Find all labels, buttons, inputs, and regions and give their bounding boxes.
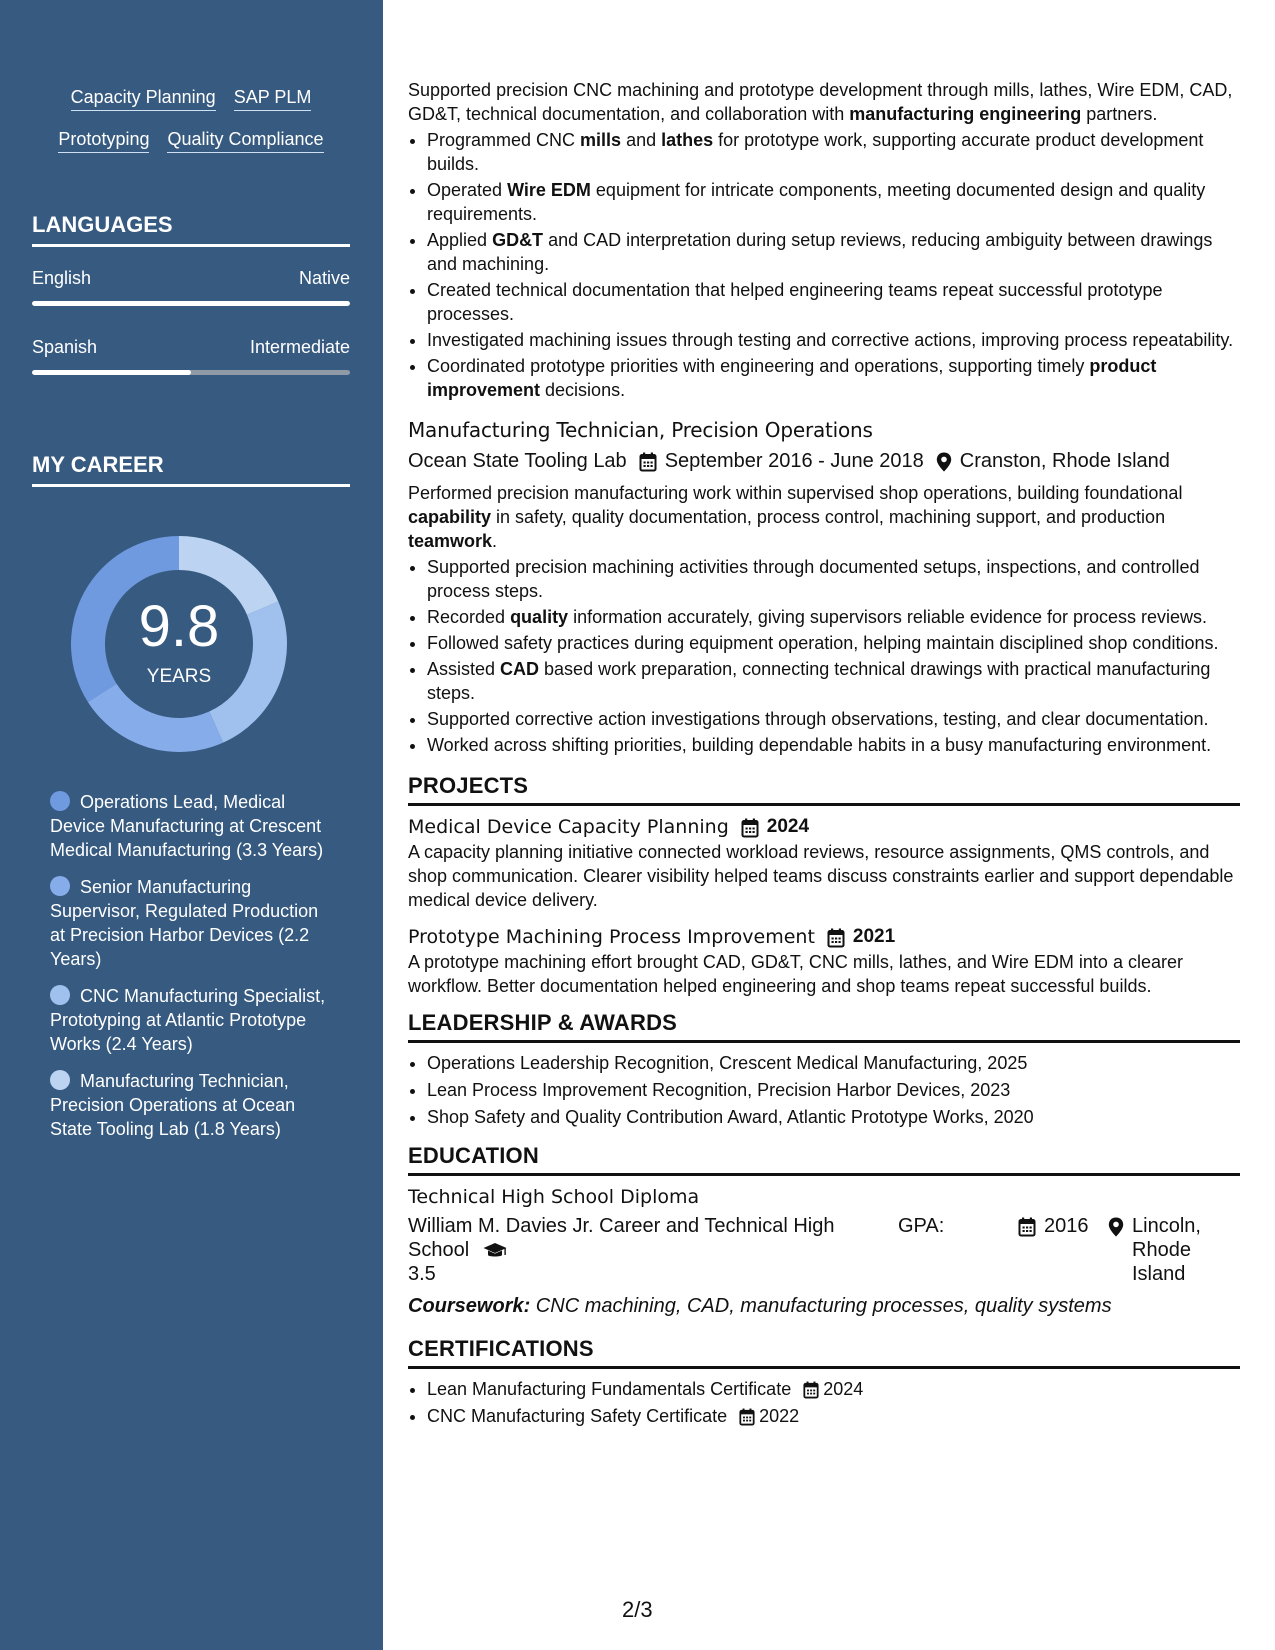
bullet-item: • Operated Wire EDM equipment for intricate components, meeting documented design and quality requirements. [427,178,1240,226]
certification-item [427,1404,1240,1428]
coursework [408,1292,1240,1320]
degree-title: Technical High School Diploma [408,1186,700,1208]
graduation-year-cell [1018,1214,1108,1286]
certification-name: • CNC Manufacturing Safety Certificate [427,1406,728,1426]
main-content [408,78,1240,1431]
coursework-text: CNC machining, CAD, manufacturing processes, quality systems [530,1295,1112,1317]
legend-dot-icon [50,876,70,896]
leadership-list [408,1051,1240,1129]
project-item [408,814,1240,912]
leadership-heading: LEADERSHIP & AWARDS [408,1010,1240,1043]
calendar-icon [739,1404,755,1428]
language-proficiency-fill [32,370,191,375]
job-dates: September 2016 - June 2018 [664,450,924,472]
job-meta [408,447,1240,475]
skills-tags [32,86,350,170]
bullet-item: • Created technical documentation that helped engineering teams repeat successful prototype processes. [427,278,1240,326]
career-entry: Operations Lead, Medical Device Manufacturing at Crescent Medical Manufacturing (3.3 Years) [50,792,324,860]
bullet-item: • Programmed CNC mills and lathes for prototype work, supporting accurate product development builds. [427,128,1240,176]
calendar-icon [639,447,657,475]
career-total-years: 9.8 [138,594,220,659]
calendar-icon [803,1377,819,1401]
project-description: A capacity planning initiative connected workload reviews, resource assignments, QMS controls, and shop communication. Clearer visibility helped teams discuss constraints earlier and support dependable medical device delivery. [408,842,1234,910]
skill-tag: Quality Compliance [167,128,323,153]
bullet-item: • Supported corrective action investigations through observations, testing, and clear documentation. [427,707,1240,731]
legend-dot-icon [50,1070,70,1090]
bullet-item: • Coordinated prototype priorities with engineering and operations, supporting timely product improvement decisions. [427,354,1240,402]
page-number: 2/3 [622,1597,653,1622]
gpa-value: 3.5 [408,1263,436,1285]
sidebar [0,0,383,1650]
bullet-item: • Applied GD&T and CAD interpretation during setup reviews, reducing ambiguity between drawings and machining. [427,228,1240,276]
language-english [32,268,350,306]
language-spanish [32,337,350,375]
coursework-label: Coursework: [408,1295,531,1317]
certification-year: 2024 [823,1379,864,1399]
skill-tag: SAP PLM [234,86,312,111]
legend-dot-icon [50,791,70,811]
job-location: Cranston, Rhode Island [959,450,1170,472]
career-entry: CNC Manufacturing Specialist, Prototyping at Atlantic Prototype Works (2.4 Years) [50,986,326,1054]
language-proficiency-fill [32,301,350,306]
language-name: English [32,268,92,288]
projects-heading: PROJECTS [408,773,1240,806]
calendar-icon [827,924,845,950]
project-title: Medical Device Capacity Planning [408,816,729,838]
language-level: Intermediate [249,337,350,357]
graduation-cap-icon [483,1239,507,1261]
career-list [50,790,330,1154]
skills-row [32,86,350,111]
certifications-heading: CERTIFICATIONS [408,1336,1240,1369]
project-year: 2024 [766,816,810,837]
certification-item [427,1377,1240,1401]
certifications-list [408,1377,1240,1428]
project-item [408,924,1240,998]
donut-segment [88,684,223,752]
job-summary: Supported precision CNC machining and prototype development through mills, lathes, Wire EDM, CAD, GD&T, technical documentation, and collaboration with manufacturing engineering partners. [408,80,1233,124]
company-name: Ocean State Tooling Lab [408,450,627,472]
gpa-label-cell [898,1214,1018,1286]
calendar-icon [1018,1214,1036,1238]
job-summary: Performed precision manufacturing work within supervised shop operations, building foundational capability in safety, quality documentation, process control, machining support, and production teamwork. [408,483,1183,551]
language-proficiency-bar [32,301,350,306]
skills-row [32,128,350,153]
legend-dot-icon [50,985,70,1005]
award-item: • Shop Safety and Quality Contribution Award, Atlantic Prototype Works, 2020 [427,1105,1240,1129]
certification-name: • Lean Manufacturing Fundamentals Certificate [427,1379,792,1399]
language-name: Spanish [32,337,98,357]
job-title: Manufacturing Technician, Precision Operations [408,418,873,442]
school-location-cell [1108,1214,1238,1286]
language-proficiency-bar [32,370,350,375]
languages-heading: LANGUAGES [32,212,350,247]
graduation-year: 2016 [1044,1215,1089,1237]
bullet-item: • Recorded quality information accurately, giving supervisors reliable evidence for process reviews. [427,605,1240,629]
award-item: • Lean Process Improvement Recognition, Precision Harbor Devices, 2023 [427,1078,1240,1102]
career-heading: MY CAREER [32,452,350,487]
bullet-item: • Investigated machining issues through testing and corrective actions, improving process repeatability. [427,328,1240,352]
school-location: Lincoln, Rhode Island [1132,1215,1201,1285]
calendar-icon [741,814,759,840]
career-entry: Manufacturing Technician, Precision Operations at Ocean State Tooling Lab (1.8 Years) [50,1071,296,1139]
skill-tag: Capacity Planning [71,86,216,111]
education-heading: EDUCATION [408,1143,1240,1176]
location-pin-icon [936,447,952,475]
certification-year: 2022 [759,1406,800,1426]
job-bullets [408,555,1240,757]
school-name: William M. Davies Jr. Career and Technical High School [408,1215,835,1261]
gpa-label: GPA: [898,1215,945,1237]
project-description: A prototype machining effort brought CAD, GD&T, CNC mills, lathes, and Wire EDM into a clearer workflow. Better documentation helped engineering and shop teams repeat successful builds. [408,952,1183,996]
bullet-item: • Assisted CAD based work preparation, connecting technical drawings with practical manufacturing steps. [427,657,1240,705]
job-bullets [408,128,1240,402]
skill-tag: Prototyping [58,128,149,153]
award-item: • Operations Leadership Recognition, Crescent Medical Manufacturing, 2025 [427,1051,1240,1075]
career-total-unit: YEARS [146,666,212,687]
language-level: Native [298,268,350,288]
education-meta [408,1214,1240,1286]
bullet-item: • Worked across shifting priorities, building dependable habits in a busy manufacturing environment. [427,733,1240,757]
school-name-line [408,1214,898,1286]
project-title: Prototype Machining Process Improvement [408,926,815,948]
bullet-item: • Followed safety practices during equipment operation, helping maintain disciplined shop conditions. [427,631,1240,655]
bullet-item: • Supported precision machining activities through documented setups, inspections, and controlled process steps. [427,555,1240,603]
location-pin-icon [1108,1214,1124,1238]
project-year: 2021 [852,926,896,947]
career-entry: Senior Manufacturing Supervisor, Regulated Production at Precision Harbor Devices (2.2 Years) [50,877,319,969]
